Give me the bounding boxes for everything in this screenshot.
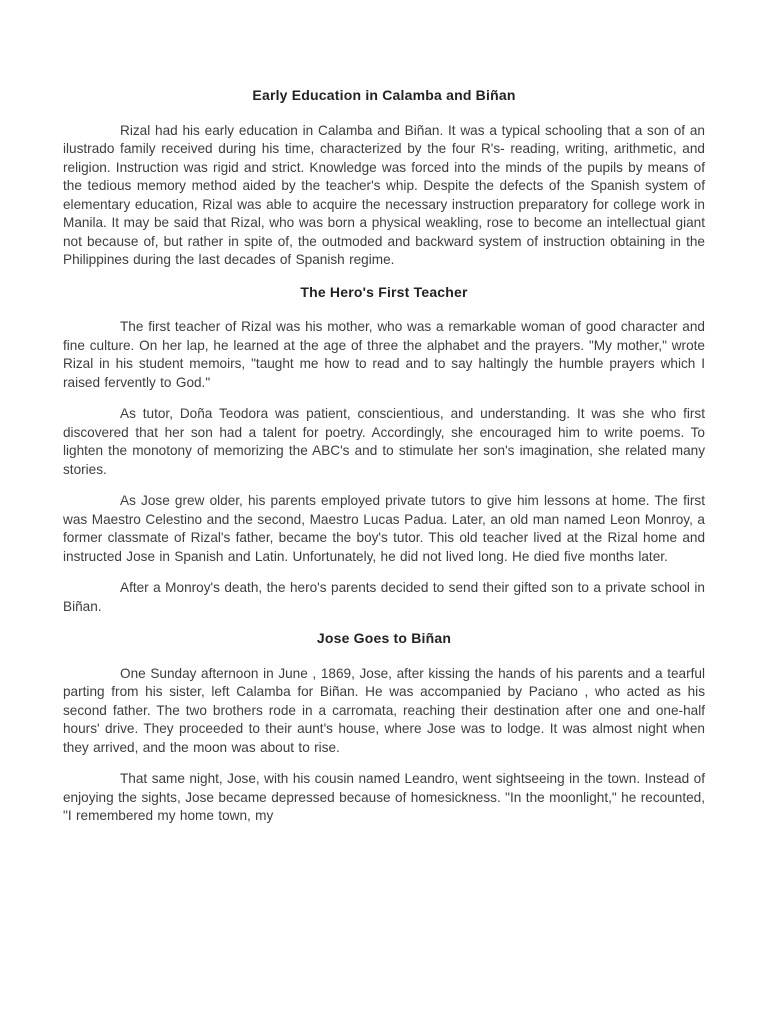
document-content (63, 86, 705, 839)
paragraph-after-monroy-death: After a Monroy's death, the hero's parents decided to send their gifted son to a private school in Biñan. (63, 580, 705, 614)
paragraph-private-tutors: As Jose grew older, his parents employed private tutors to give him lessons at home. The first was Maestro Celestino and the second, Maestro Lucas Padua. Later, an old man named Leon Monroy, a former classmate of Rizal's father, became the boy's tutor. This old teacher lived at the Rizal home and instructed Jose in Spanish and Latin. Unfortunately, he did not lived long. He died five months later. (63, 493, 705, 564)
paragraph-early-education-overview: Rizal had his early education in Calamba and Biñan. It was a typical schooling that a son of an ilustrado family received during his time, characterized by the four R's- reading, writing, arithmetic, and religion. Instruction was rigid and strict. Knowledge was forced into the minds of the pupils by means of the tedious memory method aided by the teacher's whip. Despite the defects of the Spanish system of elementary education, Rizal was able to acquire the necessary instruction preparatory for college work in Manila. It may be said that Rizal, who was born a physical weakling, rose to become an intellectual giant not because of, but rather in spite of, the outmoded and backward system of instruction obtaining in the Philippines during the last decades of Spanish regime. (63, 122, 705, 267)
paragraph-mother-first-teacher: The first teacher of Rizal was his mother, who was a remarkable woman of good character and fine culture. On her lap, he learned at the age of three the alphabet and the prayers. "My mother," wrote Rizal in his student memoirs, "taught me how to read and to say haltingly the humble prayers which I raised fervently to God." (63, 319, 705, 390)
paragraph-dona-teodora-tutor: As tutor, Doña Teodora was patient, conscientious, and understanding. It was she who first discovered that her son had a talent for poetry. Accordingly, she encouraged him to write poems. To lighten the monotony of memorizing the ABC's and to stimulate her son's imagination, she related many stories. (63, 406, 705, 477)
paragraph-sightseeing-homesickness: That same night, Jose, with his cousin named Leandro, went sightseeing in the town. Instead of enjoying the sights, Jose became depressed because of homesickness. "In the moonlight," he recounted, "I remembered my home town, my (63, 771, 705, 823)
section-heading-jose-goes-to-binan: Jose Goes to Biñan (316, 630, 452, 646)
section-heading-early-education: Early Education in Calamba and Biñan (252, 87, 516, 103)
paragraph-journey-to-binan: One Sunday afternoon in June , 1869, Jose, after kissing the hands of his parents and a tearful parting from his sister, left Calamba for Biñan. He was accompanied by Paciano , who acted as his second father. The two brothers rode in a carromata, reaching their destination after one and one-half hours' drive. They proceeded to their aunt's house, where Jose was to lodge. It was almost night when they arrived, and the moon was about to rise. (63, 665, 705, 755)
section-heading-first-teacher: The Hero's First Teacher (300, 283, 468, 300)
